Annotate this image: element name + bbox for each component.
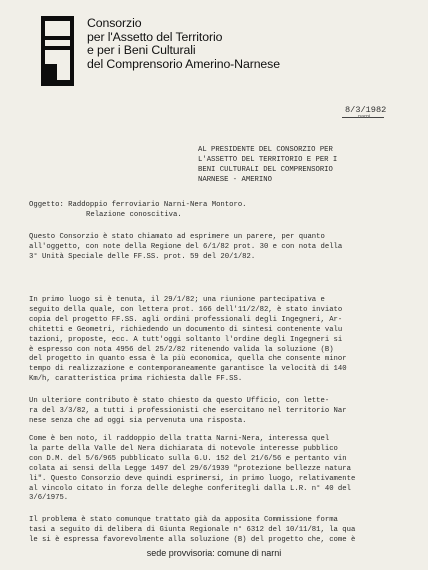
text-line: tazioni, proposte, ecc. A tutt'oggi soltanto l'ordine degli Ingegneri si bbox=[29, 335, 343, 344]
text-line: Il problema è stato comunque trattato già da apposita Commissione forma bbox=[29, 516, 338, 524]
text-line: colata ai sensi della Legge 1497 del 29/6/1939 "protezione bellezze natura bbox=[29, 464, 351, 473]
letter-date: 8/3/1982 bbox=[345, 105, 387, 115]
paragraph-1 bbox=[29, 233, 342, 263]
paragraph-3 bbox=[29, 397, 347, 427]
letterhead bbox=[87, 17, 387, 71]
text-line: li". Questo Consorzio deve quindi esprimersi, in primo luogo, relativamente bbox=[29, 474, 356, 483]
recipient-line: NARNESE - AMERINO bbox=[198, 175, 272, 184]
footer-address: sede provvisoria: comune di narni bbox=[146, 548, 282, 558]
text-line: copia del progetto FF.SS. agli ordini professionali degli Ingegneri, Ar- bbox=[29, 315, 343, 324]
text-line: Come è ben noto, il raddoppio della tratta Narni-Nera, interessa quel bbox=[29, 435, 330, 443]
letterhead-line: per l'Assetto del Territorio bbox=[87, 29, 223, 44]
text-line: le si è espressa favorevolmente alla soluzione (B) del progetto che, come è bbox=[29, 535, 356, 544]
text-line: ra del 3/3/82, a tutti i professionisti che esercitano nel territorio Nar bbox=[29, 406, 347, 415]
text-line: del progetto in quanto essa è la più economica, quella che consente minor bbox=[29, 355, 347, 364]
text-line: nese senza che ad oggi sia pervenuta una risposta. bbox=[29, 416, 247, 425]
letterhead-line: del Comprensorio Amerino-Narnese bbox=[87, 56, 280, 71]
text-line: tasi a seguito di delibera di Giunta Regionale n° 6312 del 10/11/81, la qua bbox=[29, 525, 356, 534]
letterhead-line: Consorzio bbox=[87, 16, 142, 30]
text-line: tempo di realizzazione e contemporaneamente garantisce la velocità di 140 bbox=[29, 365, 347, 374]
consortium-logo-icon bbox=[41, 16, 74, 86]
text-line: all'oggetto, con note della Regione del 6/1/82 prot. 30 e con nota della bbox=[29, 242, 343, 251]
text-line: In primo luogo si è tenuta, il 29/1/82; una riunione partecipativa e bbox=[29, 296, 325, 304]
paragraph-5 bbox=[29, 516, 355, 546]
text-line: 3° Unità Speciale delle FF.SS. prot. 59 del 20/1/82. bbox=[29, 252, 256, 261]
recipient-line: AL PRESIDENTE DEL CONSORZIO PER bbox=[198, 146, 333, 154]
text-line: chitetti e Geometri, richiedendo un documento di sintesi contenente valu bbox=[29, 325, 343, 334]
text-line: è espresso con nota 4956 del 25/2/82 ritenendo valida la soluzione (B) bbox=[29, 345, 334, 354]
letterhead-line: e per i Beni Culturali bbox=[87, 43, 196, 58]
subject-block bbox=[29, 201, 247, 221]
paragraph-2 bbox=[29, 296, 347, 385]
recipient-line: L'ASSETTO DEL TERRITORIO E PER I bbox=[198, 155, 338, 164]
text-line: Km/h, caratteristica prima richiesta dalle FF.SS. bbox=[29, 375, 243, 384]
paragraph-4 bbox=[29, 435, 355, 504]
text-line: con D.M. del 5/6/965 pubblicato sulla G.U. 152 del 21/6/56 e pertanto vin bbox=[29, 454, 347, 463]
subject-line: Oggetto: Raddoppio ferroviario Narni-Nera Montoro. bbox=[29, 201, 247, 209]
text-line: al vincolo citato in forza delle deleghe conferitegli dalla L.R. n° 40 del bbox=[29, 484, 351, 493]
text-line: la parte della Valle del Nera dichiarata di notevole interesse pubblico bbox=[29, 444, 338, 453]
subject-line: Relazione conoscitiva. bbox=[86, 210, 182, 219]
text-line: Questo Consorzio è stato chiamato ad esprimere un parere, per quanto bbox=[29, 233, 325, 241]
recipient-line: BENI CULTURALI DEL COMPRENSORIO bbox=[198, 165, 333, 174]
recipient-block bbox=[198, 146, 337, 186]
date-place: narni bbox=[358, 114, 371, 120]
text-line: Un ulteriore contributo è stato chiesto da questo Ufficio, con lette- bbox=[29, 397, 330, 405]
text-line: seguito della quale, con lettera prot. 166 dell'11/2/82, è stato inviato bbox=[29, 305, 343, 314]
text-line: 3/6/1975. bbox=[29, 494, 69, 503]
